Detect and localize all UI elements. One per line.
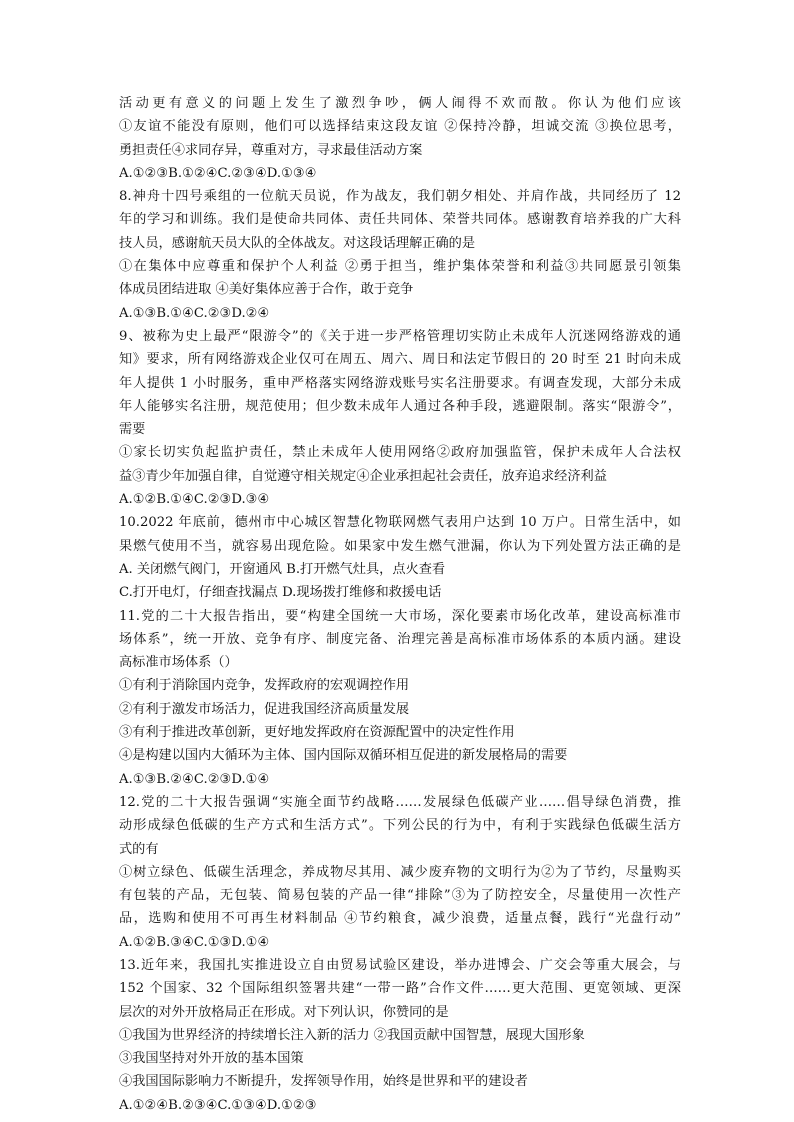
- text-line: 12.党的二十大报告强调“实施全面节约战略……发展绿色低碳产业……倡导绿色消费，推: [119, 794, 681, 810]
- text-line: ①友谊不能没有原则，他们可以选择结束这段友谊 ②保持冷静，坦诚交流 ③换位思考，: [119, 119, 681, 135]
- text-line: ①家长切实负起监护责任，禁止未成年人使用网络②政府加强监管，保护未成年人合法权: [119, 445, 681, 461]
- exam-page: [119, 92, 681, 1117]
- text-line: 知》要求，所有网络游戏企业仅可在周五、周六、周日和法定节假日的 20 时至 21 时向未成: [119, 352, 681, 368]
- text-line: 体成员团结进取 ④美好集体应善于合作，敢于竞争: [119, 282, 414, 298]
- text-line: 年人提供 1 小时服务，重申严格落实网络游戏账号实名注册要求。有调查发现，大部分未成: [119, 375, 681, 391]
- text-line: 9、被称为史上最严“限游令”的《关于进一步严格管理切实防止未成年人沉迷网络游戏的通: [119, 328, 681, 344]
- text-line: ①我国为世界经济的持续增长注入新的活力 ②我国贡献中国智慧，展现大国形象: [119, 1027, 585, 1043]
- text-line: A.①③B.②④C.②③D.①④: [119, 771, 270, 787]
- text-line: 动形成绿色低碳的生产方式和生活方式”。下列公民的行为中，有利于实践绿色低碳生活方: [119, 818, 681, 834]
- text-line: 高标准市场体系（）: [119, 655, 238, 671]
- text-line: 8.神舟十四号乘组的一位航天员说，作为战友，我们朝夕相处、并肩作战，共同经历了 12: [119, 189, 681, 205]
- text-line: 品，选购和使用不可再生材料制品 ④节约粮食，减少浪费，适量点餐，践行“光盘行动”: [119, 911, 681, 927]
- text-line: 式的有: [119, 841, 159, 857]
- text-line: 年的学习和训练。我们是使命共同体、责任共同体、荣誉共同体。感谢教育培养我的广大科: [119, 212, 681, 228]
- text-line: 需要: [119, 422, 146, 438]
- text-line: 年人能够实名注册，规范使用；但少数未成年人通过各种手段，逃避限制。落实“限游令”，: [119, 398, 681, 414]
- text-line: ③有利于推进改革创新，更好地发挥政府在资源配置中的决定性作用: [119, 725, 515, 741]
- text-line: 技人员，感谢航天员大队的全体战友。对这段话理解正确的是: [119, 235, 476, 251]
- text-line: ④是构建以国内大循环为主体、国内国际双循环相互促进的新发展格局的需要: [119, 748, 568, 764]
- text-line: 果燃气使用不当，就容易出现危险。如果家中发生燃气泄漏，你认为下列处置方法正确的是: [119, 538, 681, 554]
- text-line: A.①③B.①④C.②③D.②④: [119, 305, 270, 321]
- text-line: 场体系”，统一开放、竞争有序、制度完备、治理完善是高标准市场体系的本质内涵。建设: [119, 631, 681, 647]
- text-line: A.①②④B.②③④C.①③④D.①②③: [119, 1097, 317, 1113]
- text-line: ③我国坚持对外开放的基本国策: [119, 1051, 304, 1067]
- text-line: ①在集体中应尊重和保护个人利益 ②勇于担当，维护集体荣誉和利益③共同愿景引领集: [119, 259, 681, 275]
- text-line: 层次的对外开放格局正在形成。对下列认识，你赞同的是: [119, 1004, 449, 1020]
- text-line: ②有利于激发市场活力，促进我国经济高质量发展: [119, 701, 410, 717]
- text-line: 勇担责任④求同存异，尊重对方，寻求最佳活动方案: [119, 142, 423, 158]
- text-line: 11.党的二十大报告指出，要“构建全国统一大市场，深化要素市场化改革，建设高标准市: [119, 608, 681, 624]
- text-line: ①有利于消除国内竞争，发挥政府的宏观调控作用: [119, 678, 410, 694]
- text-line: A. 关闭燃气阀门，开窗通风 B.打开燃气灶具，点火查看: [119, 561, 446, 577]
- text-line: C.打开电灯，仔细查找漏点 D.现场拨打维修和救援电话: [119, 585, 442, 601]
- text-line: 益③青少年加强自律，自觉遵守相关规定④企业承担起社会责任，放弃追求经济利益: [119, 468, 607, 484]
- text-line: 13.近年来，我国扎实推进设立自由贸易试验区建设，举办进博会、广交会等重大展会，与: [119, 957, 681, 973]
- text-line: A.①②③B.①②④C.②③④D.①③④: [119, 165, 317, 181]
- text-line: A.①②B.③④C.①③D.①④: [119, 934, 270, 950]
- text-line: 152 个国家、32 个国际组织签署共建“一带一路”合作文件……更大范围、更宽领域、更深: [119, 981, 681, 997]
- text-line: A.①②B.①④C.②③D.③④: [119, 492, 270, 508]
- text-line: 活动更有意义的问题上发生了激烈争吵，俩人闹得不欢而散。你认为他们应该: [119, 96, 681, 111]
- text-line: ①树立绿色、低碳生活理念，养成物尽其用、减少废弃物的文明行为②为了节约，尽量购买: [119, 864, 681, 880]
- text-line: 有包装的产品，无包装、简易包装的产品一律“排除”③为了防控安全，尽量使用一次性产: [119, 888, 681, 904]
- text-line: ④我国国际影响力不断提升，发挥领导作用，始终是世界和平的建设者: [119, 1074, 528, 1090]
- text-line: 10.2022 年底前，德州市中心城区智慧化物联网燃气表用户达到 10 万户。日常生活中，如: [119, 515, 681, 531]
